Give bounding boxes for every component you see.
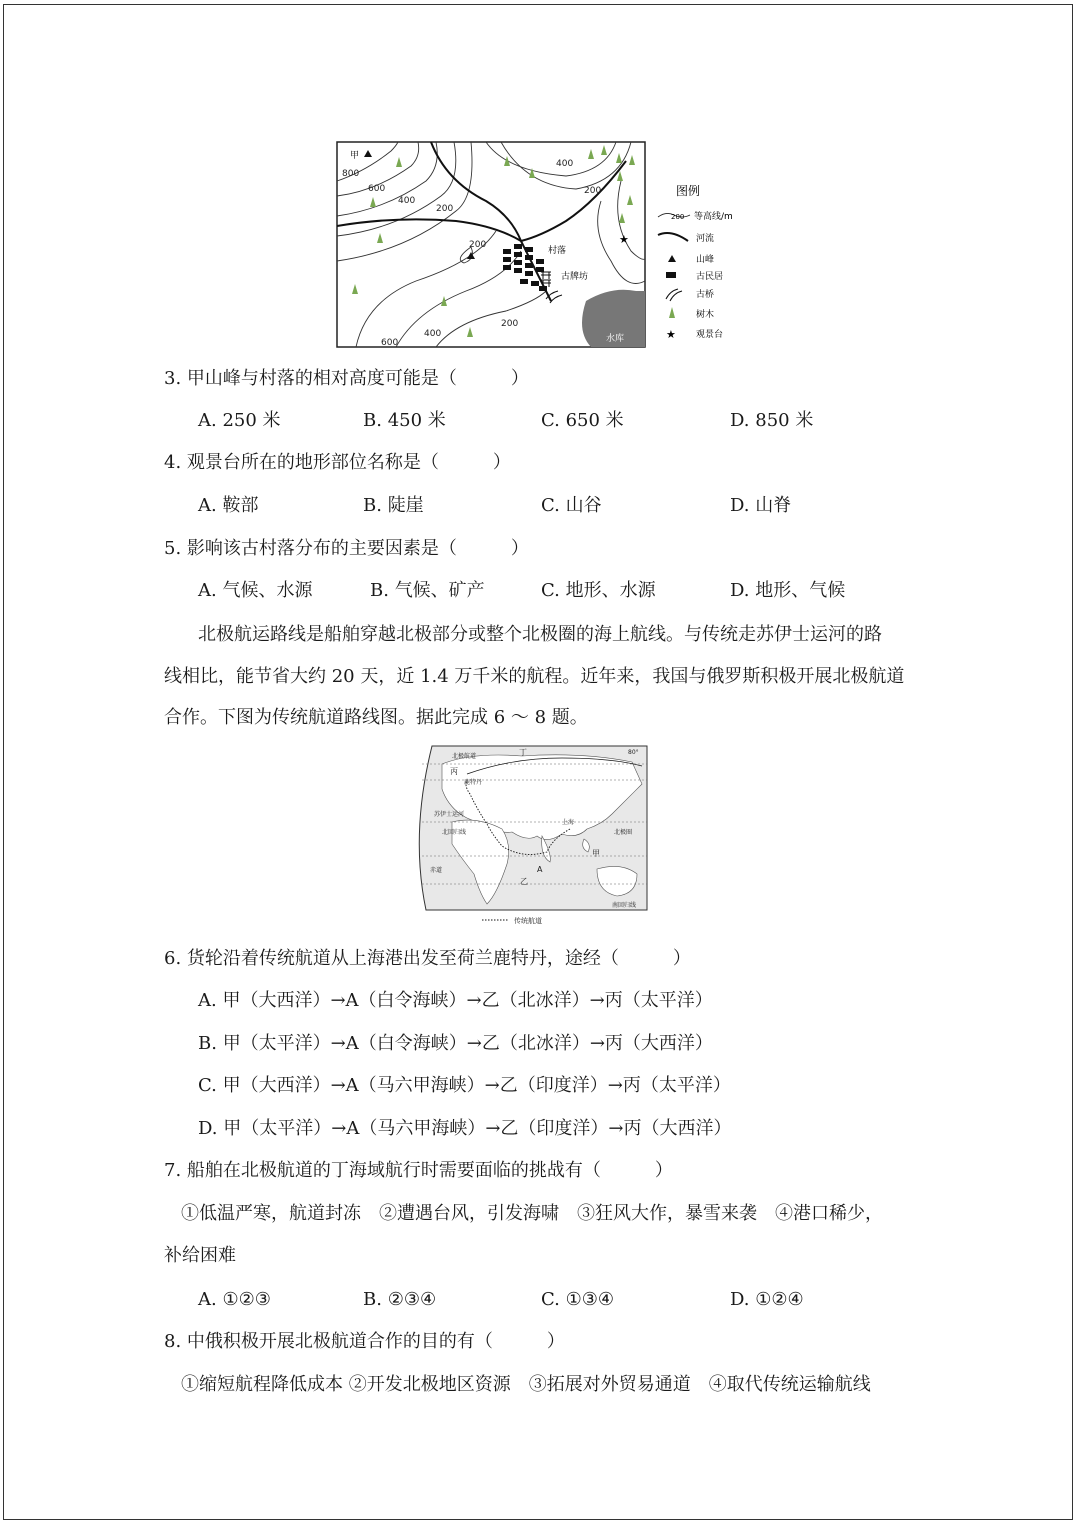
question-7: 7. 船舶在北极航道的丁海域航行时需要面临的挑战有（ ） xyxy=(164,1160,673,1181)
svg-text:甲: 甲 xyxy=(592,849,600,858)
svg-text:苏伊士运河: 苏伊士运河 xyxy=(434,811,465,818)
map-legend xyxy=(658,183,733,341)
question-6: 6. 货轮沿着传统航道从上海港出发至荷兰鹿特丹，途经（ ） xyxy=(164,948,691,969)
svg-text:400: 400 xyxy=(398,196,416,206)
memorial-arch-label: 古牌坊 xyxy=(561,272,589,282)
svg-text:200: 200 xyxy=(469,240,487,250)
passage-line-3: 合作。下图为传统航道路线图。据此完成 6 ～ 8 题。 xyxy=(164,707,588,728)
viewpoint-star-icon: ★ xyxy=(619,233,629,246)
legend-route-label: 传统航道 xyxy=(514,917,542,925)
q7-option-b[interactable]: B. ②③④ xyxy=(363,1289,437,1310)
svg-text:北极航道: 北极航道 xyxy=(452,753,477,760)
q6-option-c[interactable]: C. 甲（大西洋）→A（马六甲海峡）→乙（印度洋）→丙（太平洋） xyxy=(198,1075,731,1096)
svg-text:200: 200 xyxy=(671,213,685,221)
svg-text:200: 200 xyxy=(501,319,519,329)
passage-line-2: 线相比，能节省大约 20 天，近 1.4 万千米的航程。近年来，我国与俄罗斯积极开展北极航道 xyxy=(164,666,905,687)
q3-option-b[interactable]: B. 450 米 xyxy=(363,410,446,431)
svg-text:200: 200 xyxy=(584,186,602,196)
legend-tree-label: 树木 xyxy=(696,310,715,320)
contour-map-figure xyxy=(336,141,760,348)
question-5: 5. 影响该古村落分布的主要因素是（ ） xyxy=(164,538,529,559)
svg-text:800: 800 xyxy=(342,169,360,179)
q7-option-d[interactable]: D. ①②④ xyxy=(730,1289,804,1310)
passage-line-1: 北极航运路线是船舶穿越北极部分或整个北极圈的海上航线。与传统走苏伊士运河的路 xyxy=(198,624,882,645)
legend-contour-label: 等高线/m xyxy=(694,212,733,222)
q7-option-a[interactable]: A. ①②③ xyxy=(198,1289,271,1310)
world-route-map-figure xyxy=(412,744,652,926)
reservoir-label: 水库 xyxy=(606,334,625,344)
q6-option-b[interactable]: B. 甲（太平洋）→A（白令海峡）→乙（北冰洋）→丙（大西洋） xyxy=(198,1033,713,1054)
q6-option-d[interactable]: D. 甲（太平洋）→A（马六甲海峡）→乙（印度洋）→丙（大西洋） xyxy=(198,1118,732,1139)
svg-text:上海: 上海 xyxy=(562,819,575,826)
q3-option-a[interactable]: A. 250 米 xyxy=(198,410,281,431)
svg-text:丁: 丁 xyxy=(519,748,527,757)
legend-title: 图例 xyxy=(676,184,701,198)
q7-statements-line-1: ①低温严寒，航道封冻 ②遭遇台风，引发海啸 ③狂风大作，暴雪来袭 ④港口稀少， xyxy=(181,1203,883,1224)
q8-statements: ①缩短航程降低成本 ②开发北极地区资源 ③拓展对外贸易通道 ④取代传统运输航线 xyxy=(181,1374,871,1395)
q3-option-c[interactable]: C. 650 米 xyxy=(541,410,624,431)
svg-text:600: 600 xyxy=(368,184,386,194)
legend-viewpoint-label: 观景台 xyxy=(696,330,724,340)
q4-option-b[interactable]: B. 陡崖 xyxy=(363,495,424,516)
svg-text:400: 400 xyxy=(424,329,442,339)
svg-text:乙: 乙 xyxy=(520,877,528,886)
svg-text:400: 400 xyxy=(556,159,574,169)
question-4: 4. 观景台所在的地形部位名称是（ ） xyxy=(164,452,511,473)
svg-text:鹿特丹: 鹿特丹 xyxy=(464,779,483,786)
legend-bridge-label: 古桥 xyxy=(696,290,715,300)
q6-option-a[interactable]: A. 甲（大西洋）→A（白令海峡）→乙（北冰洋）→丙（太平洋） xyxy=(198,990,713,1011)
peak-jia-label: 甲 xyxy=(350,151,360,161)
svg-text:80°: 80° xyxy=(628,749,639,756)
q4-option-d[interactable]: D. 山脊 xyxy=(730,495,792,516)
legend-peak-label: 山峰 xyxy=(696,255,715,265)
svg-text:600: 600 xyxy=(381,338,399,348)
svg-text:北回归线: 北回归线 xyxy=(442,829,467,836)
q4-option-a[interactable]: A. 鞍部 xyxy=(198,495,259,516)
svg-text:200: 200 xyxy=(436,204,454,214)
svg-text:北极圈: 北极圈 xyxy=(614,829,633,836)
svg-text:丙: 丙 xyxy=(450,767,458,776)
svg-text:A: A xyxy=(537,865,543,874)
q4-option-c[interactable]: C. 山谷 xyxy=(541,495,602,516)
q7-statements-line-2: 补给困难 xyxy=(164,1245,236,1266)
svg-text:南回归线: 南回归线 xyxy=(612,902,637,909)
q7-option-c[interactable]: C. ①③④ xyxy=(541,1289,615,1310)
svg-text:★: ★ xyxy=(666,328,676,341)
q5-option-b[interactable]: B. 气候、矿产 xyxy=(370,580,485,601)
question-3: 3. 甲山峰与村落的相对高度可能是（ ） xyxy=(164,368,529,389)
q5-option-d[interactable]: D. 地形、气候 xyxy=(730,580,846,601)
q3-option-d[interactable]: D. 850 米 xyxy=(730,410,814,431)
q5-option-c[interactable]: C. 地形、水源 xyxy=(541,580,656,601)
village-label: 村落 xyxy=(548,246,567,256)
q5-option-a[interactable]: A. 气候、水源 xyxy=(198,580,313,601)
svg-text:赤道: 赤道 xyxy=(430,867,443,874)
question-8: 8. 中俄积极开展北极航道合作的目的有（ ） xyxy=(164,1331,565,1352)
legend-river-label: 河流 xyxy=(696,234,715,244)
legend-house-label: 古民居 xyxy=(696,272,724,282)
